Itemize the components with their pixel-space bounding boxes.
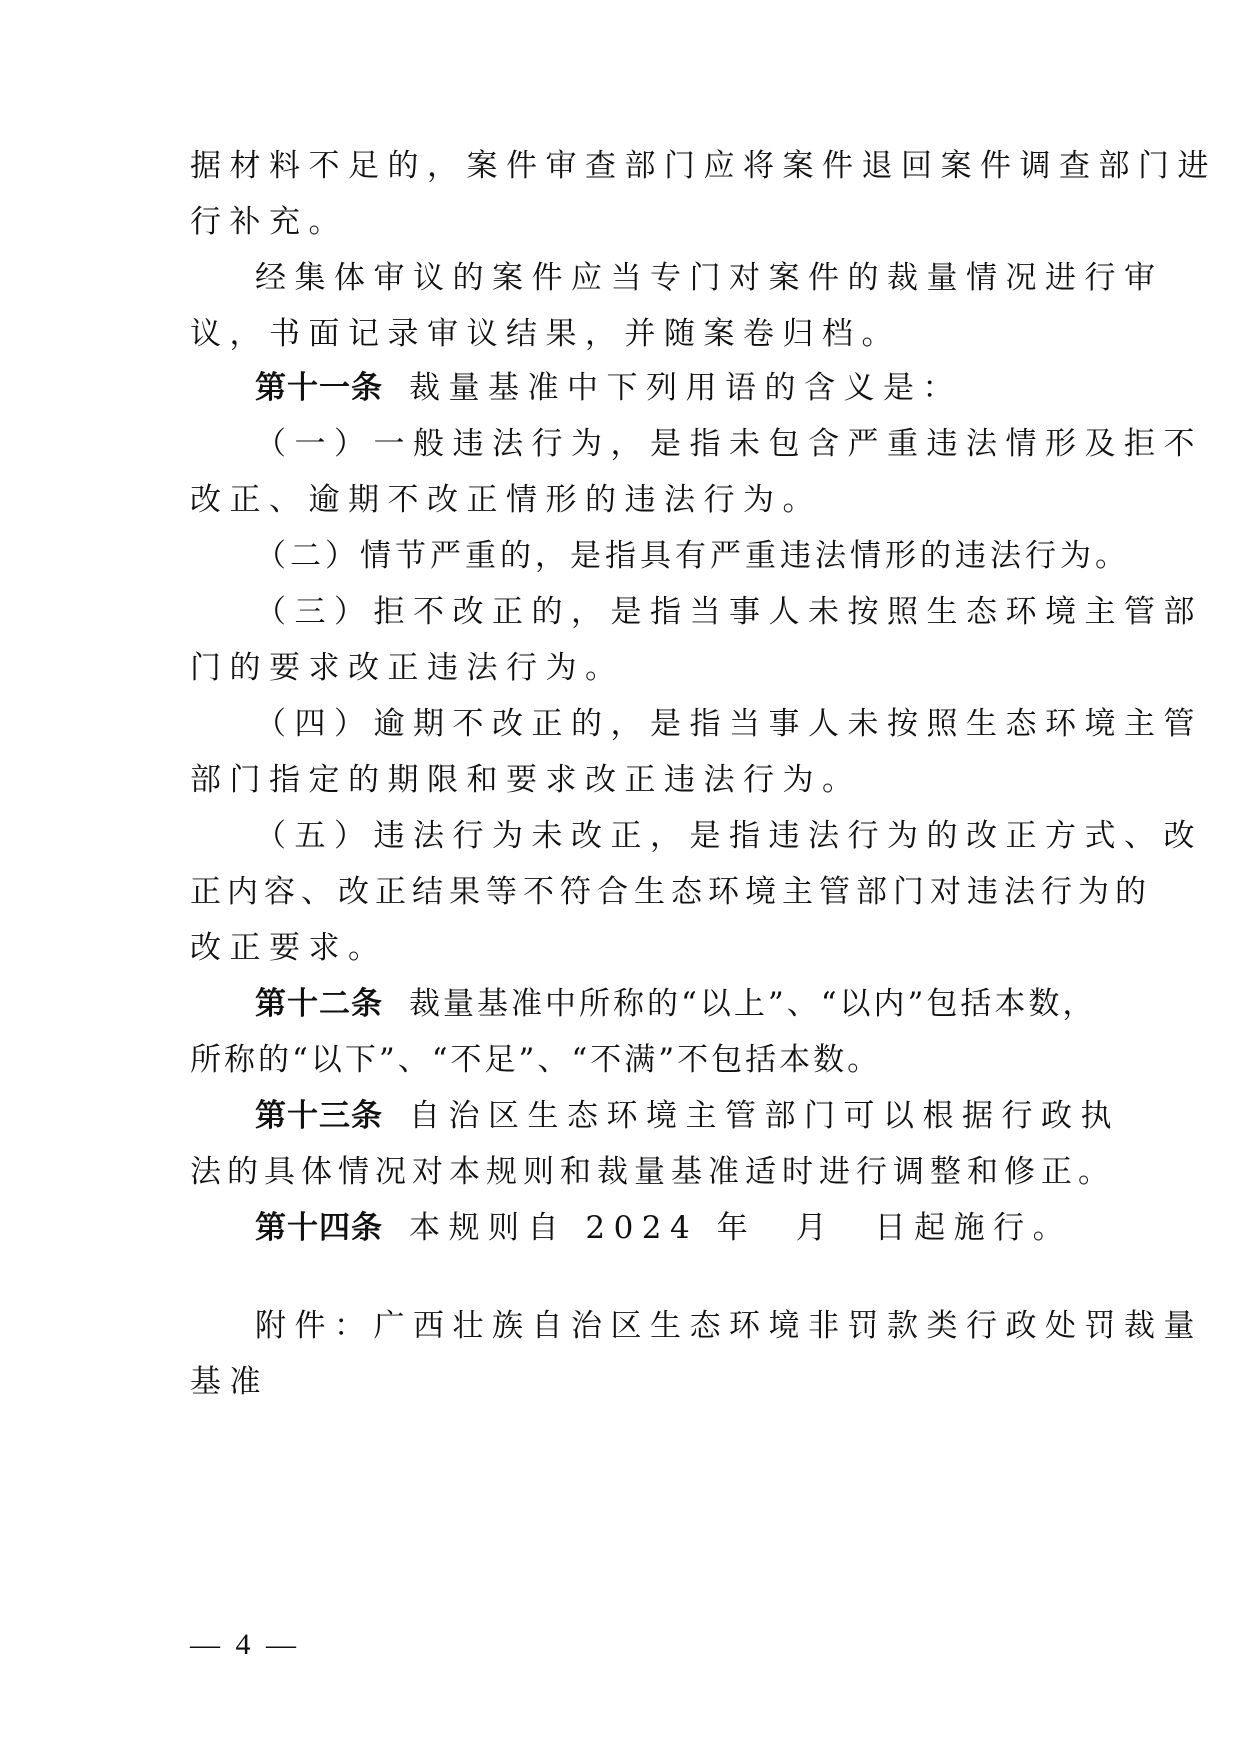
page-number: — 4 — xyxy=(190,1628,300,1661)
article-11 xyxy=(255,368,962,408)
article-12-cont: 所称的“以下”、“不足”、“不满”不包括本数。 xyxy=(190,1042,882,1078)
article-13-cont: 法的具体情况对本规则和裁量基准适时进行调整和修正。 xyxy=(190,1154,1115,1190)
article-text: 本规则自 2024 年 月 日起施行。 xyxy=(409,1210,1073,1246)
item-line: （三）拒不改正的，是指当事人未按照生态环境主管部 xyxy=(255,594,1203,630)
item-line: 正内容、改正结果等不符合生态环境主管部门对违法行为的 xyxy=(190,874,1152,910)
attachment-line: 附件：广西壮族自治区生态环境非罚款类行政处罚裁量 xyxy=(255,1308,1203,1344)
paragraph-line: 行补充。 xyxy=(190,204,348,240)
attachment-line: 基准 xyxy=(190,1364,269,1400)
article-heading: 第十一条 xyxy=(255,370,383,406)
article-heading: 第十三条 xyxy=(255,1098,383,1134)
item-line: 门的要求改正违法行为。 xyxy=(190,650,625,686)
article-text: 裁量基准中下列用语的含义是： xyxy=(409,370,962,406)
item-line: 改正要求。 xyxy=(190,930,388,966)
paragraph-line: 议，书面记录审议结果，并随案卷归档。 xyxy=(190,316,901,352)
item-line: 部门指定的期限和要求改正违法行为。 xyxy=(190,762,862,798)
item-line: （四）逾期不改正的，是指当事人未按照生态环境主管 xyxy=(255,706,1203,742)
article-12 xyxy=(255,984,1096,1024)
article-heading: 第十四条 xyxy=(255,1210,383,1246)
article-13 xyxy=(255,1096,1120,1136)
paragraph-line: 经集体审议的案件应当专门对案件的裁量情况进行审 xyxy=(255,260,1164,296)
article-text: 自治区生态环境主管部门可以根据行政执 xyxy=(409,1098,1120,1134)
article-text: 裁量基准中所称的“以上”、“以内”包括本数， xyxy=(409,986,1097,1022)
item-line: （一）一般违法行为，是指未包含严重违法情形及拒不 xyxy=(255,426,1203,462)
article-14 xyxy=(255,1208,1072,1248)
item-line: 改正、逾期不改正情形的违法行为。 xyxy=(190,482,822,518)
item-line: （五）违法行为未改正，是指违法行为的改正方式、改 xyxy=(255,818,1203,854)
article-heading: 第十二条 xyxy=(255,986,383,1022)
item-line: （二）情节严重的，是指具有严重违法情形的违法行为。 xyxy=(255,538,1130,574)
paragraph-line: 据材料不足的，案件审查部门应将案件退回案件调查部门进 xyxy=(190,148,1217,184)
